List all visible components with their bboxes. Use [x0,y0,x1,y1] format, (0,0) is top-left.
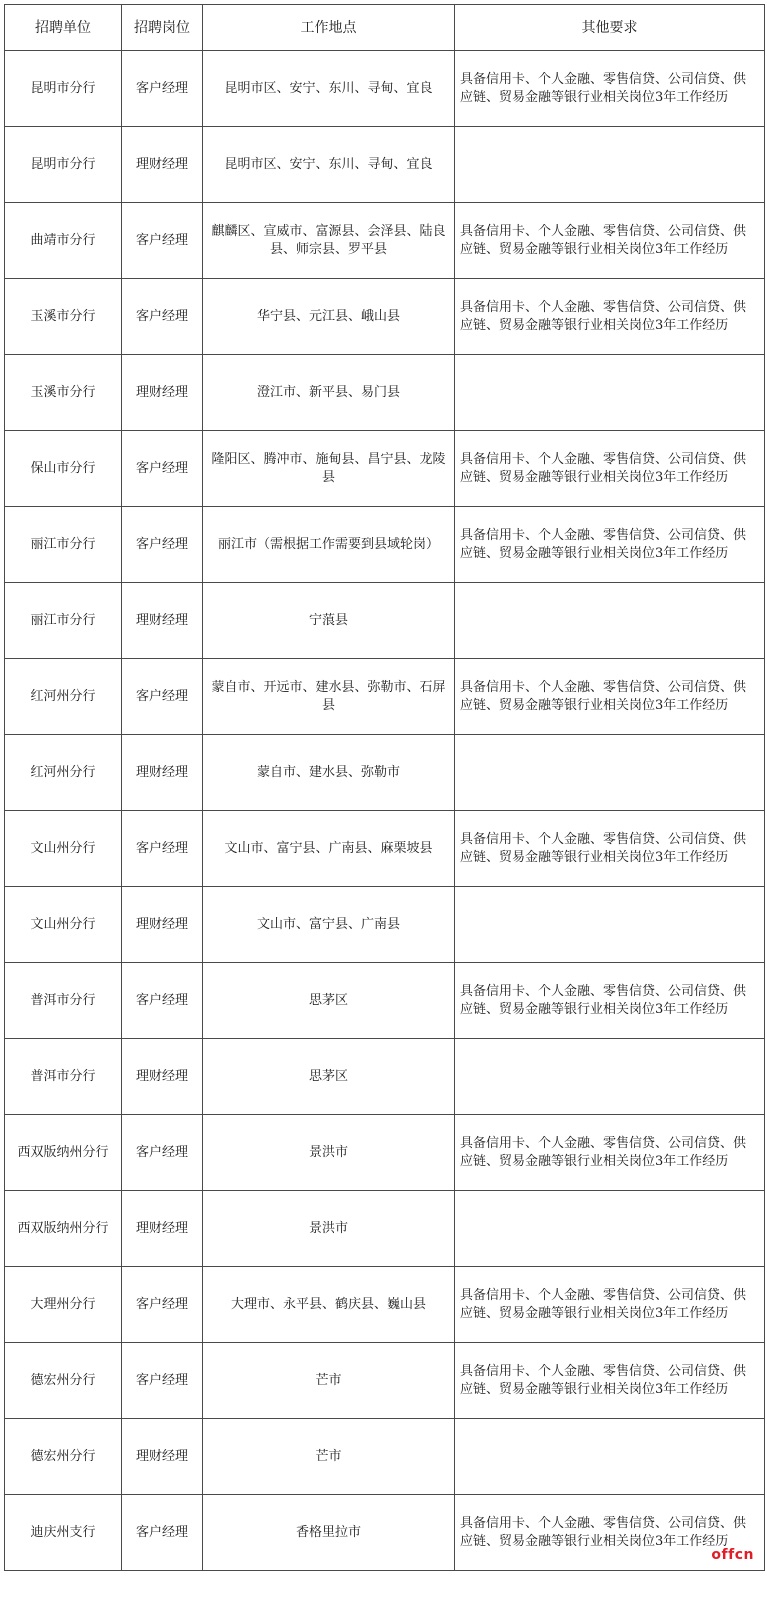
cell-unit: 大理州分行 [5,1267,122,1343]
cell-location: 思茅区 [203,1039,455,1115]
cell-position: 客户经理 [122,507,203,583]
cell-requirements [455,583,765,659]
table-row [5,1039,765,1115]
cell-position: 客户经理 [122,1115,203,1191]
cell-requirements: 具备信用卡、个人金融、零售信贷、公司信贷、供应链、贸易金融等银行业相关岗位3年工作经历 [455,1267,765,1343]
table-row [5,279,765,355]
cell-unit: 昆明市分行 [5,51,122,127]
header-requirements: 其他要求 [455,5,765,51]
table-row [5,355,765,431]
table-row [5,887,765,963]
table-row [5,1343,765,1419]
cell-location: 蒙自市、开远市、建水县、弥勒市、石屏县 [203,659,455,735]
cell-location: 蒙自市、建水县、弥勒市 [203,735,455,811]
cell-unit: 普洱市分行 [5,963,122,1039]
table-row [5,1495,765,1571]
cell-location: 芒市 [203,1419,455,1495]
table-row [5,963,765,1039]
cell-location: 香格里拉市 [203,1495,455,1571]
cell-position: 理财经理 [122,735,203,811]
cell-requirements: 具备信用卡、个人金融、零售信贷、公司信贷、供应链、贸易金融等银行业相关岗位3年工作经历 [455,1343,765,1419]
cell-position: 客户经理 [122,431,203,507]
table-row [5,659,765,735]
table-row [5,1115,765,1191]
cell-location: 华宁县、元江县、峨山县 [203,279,455,355]
cell-unit: 玉溪市分行 [5,355,122,431]
cell-location: 丽江市（需根据工作需要到县域轮岗） [203,507,455,583]
cell-position: 理财经理 [122,1419,203,1495]
offcn-watermark: offcn [711,1547,754,1563]
header-unit: 招聘单位 [5,5,122,51]
cell-requirements: 具备信用卡、个人金融、零售信贷、公司信贷、供应链、贸易金融等银行业相关岗位3年工作经历 [455,51,765,127]
table-row [5,507,765,583]
cell-requirements: 具备信用卡、个人金融、零售信贷、公司信贷、供应链、贸易金融等银行业相关岗位3年工作经历 [455,507,765,583]
cell-position: 客户经理 [122,1343,203,1419]
cell-requirements: 具备信用卡、个人金融、零售信贷、公司信贷、供应链、贸易金融等银行业相关岗位3年工作经历 [455,203,765,279]
cell-location: 麒麟区、宣威市、富源县、会泽县、陆良县、师宗县、罗平县 [203,203,455,279]
cell-position: 理财经理 [122,1039,203,1115]
cell-unit: 西双版纳州分行 [5,1191,122,1267]
table-row [5,127,765,203]
cell-position: 客户经理 [122,811,203,887]
cell-location: 文山市、富宁县、广南县 [203,887,455,963]
cell-location: 芒市 [203,1343,455,1419]
cell-unit: 西双版纳州分行 [5,1115,122,1191]
cell-position: 理财经理 [122,583,203,659]
cell-requirements: 具备信用卡、个人金融、零售信贷、公司信贷、供应链、贸易金融等银行业相关岗位3年工作经历 [455,811,765,887]
cell-position: 客户经理 [122,963,203,1039]
cell-unit: 保山市分行 [5,431,122,507]
cell-requirements [455,127,765,203]
cell-unit: 德宏州分行 [5,1419,122,1495]
cell-location: 大理市、永平县、鹤庆县、巍山县 [203,1267,455,1343]
cell-requirements: 具备信用卡、个人金融、零售信贷、公司信贷、供应链、贸易金融等银行业相关岗位3年工作经历 [455,659,765,735]
cell-requirements: 具备信用卡、个人金融、零售信贷、公司信贷、供应链、贸易金融等银行业相关岗位3年工作经历 [455,1115,765,1191]
header-position: 招聘岗位 [122,5,203,51]
cell-location: 景洪市 [203,1115,455,1191]
cell-position: 理财经理 [122,1191,203,1267]
cell-unit: 红河州分行 [5,659,122,735]
cell-unit: 昆明市分行 [5,127,122,203]
cell-unit: 迪庆州支行 [5,1495,122,1571]
cell-requirements: 具备信用卡、个人金融、零售信贷、公司信贷、供应链、贸易金融等银行业相关岗位3年工作经历 [455,279,765,355]
table-row [5,811,765,887]
cell-location: 隆阳区、腾冲市、施甸县、昌宁县、龙陵县 [203,431,455,507]
cell-requirements: 具备信用卡、个人金融、零售信贷、公司信贷、供应链、贸易金融等银行业相关岗位3年工作经历 [455,431,765,507]
cell-requirements: 具备信用卡、个人金融、零售信贷、公司信贷、供应链、贸易金融等银行业相关岗位3年工作经历 [455,1495,765,1571]
cell-position: 客户经理 [122,279,203,355]
table-header-row [5,5,765,51]
recruitment-table-container [4,4,764,1571]
cell-position: 客户经理 [122,203,203,279]
cell-unit: 文山州分行 [5,887,122,963]
cell-location: 思茅区 [203,963,455,1039]
cell-unit: 丽江市分行 [5,583,122,659]
cell-location: 昆明市区、安宁、东川、寻甸、宜良 [203,51,455,127]
cell-location: 澄江市、新平县、易门县 [203,355,455,431]
cell-requirements [455,735,765,811]
cell-requirements [455,1419,765,1495]
cell-requirements: 具备信用卡、个人金融、零售信贷、公司信贷、供应链、贸易金融等银行业相关岗位3年工作经历 [455,963,765,1039]
cell-position: 客户经理 [122,1495,203,1571]
cell-position: 客户经理 [122,659,203,735]
cell-requirements [455,355,765,431]
cell-location: 昆明市区、安宁、东川、寻甸、宜良 [203,127,455,203]
cell-requirements [455,1191,765,1267]
cell-position: 客户经理 [122,51,203,127]
table-row [5,583,765,659]
cell-unit: 普洱市分行 [5,1039,122,1115]
cell-location: 宁蒗县 [203,583,455,659]
table-row [5,51,765,127]
table-body [5,51,765,1571]
table-row [5,1191,765,1267]
cell-requirements [455,887,765,963]
recruitment-table [4,4,765,1571]
cell-position: 理财经理 [122,355,203,431]
cell-location: 文山市、富宁县、广南县、麻栗坡县 [203,811,455,887]
cell-unit: 文山州分行 [5,811,122,887]
header-location: 工作地点 [203,5,455,51]
cell-location: 景洪市 [203,1191,455,1267]
cell-position: 客户经理 [122,1267,203,1343]
cell-unit: 德宏州分行 [5,1343,122,1419]
table-row [5,735,765,811]
table-row [5,1419,765,1495]
cell-position: 理财经理 [122,127,203,203]
cell-unit: 玉溪市分行 [5,279,122,355]
cell-unit: 红河州分行 [5,735,122,811]
table-row [5,1267,765,1343]
cell-unit: 丽江市分行 [5,507,122,583]
cell-position: 理财经理 [122,887,203,963]
cell-requirements [455,1039,765,1115]
table-row [5,431,765,507]
cell-unit: 曲靖市分行 [5,203,122,279]
table-row [5,203,765,279]
